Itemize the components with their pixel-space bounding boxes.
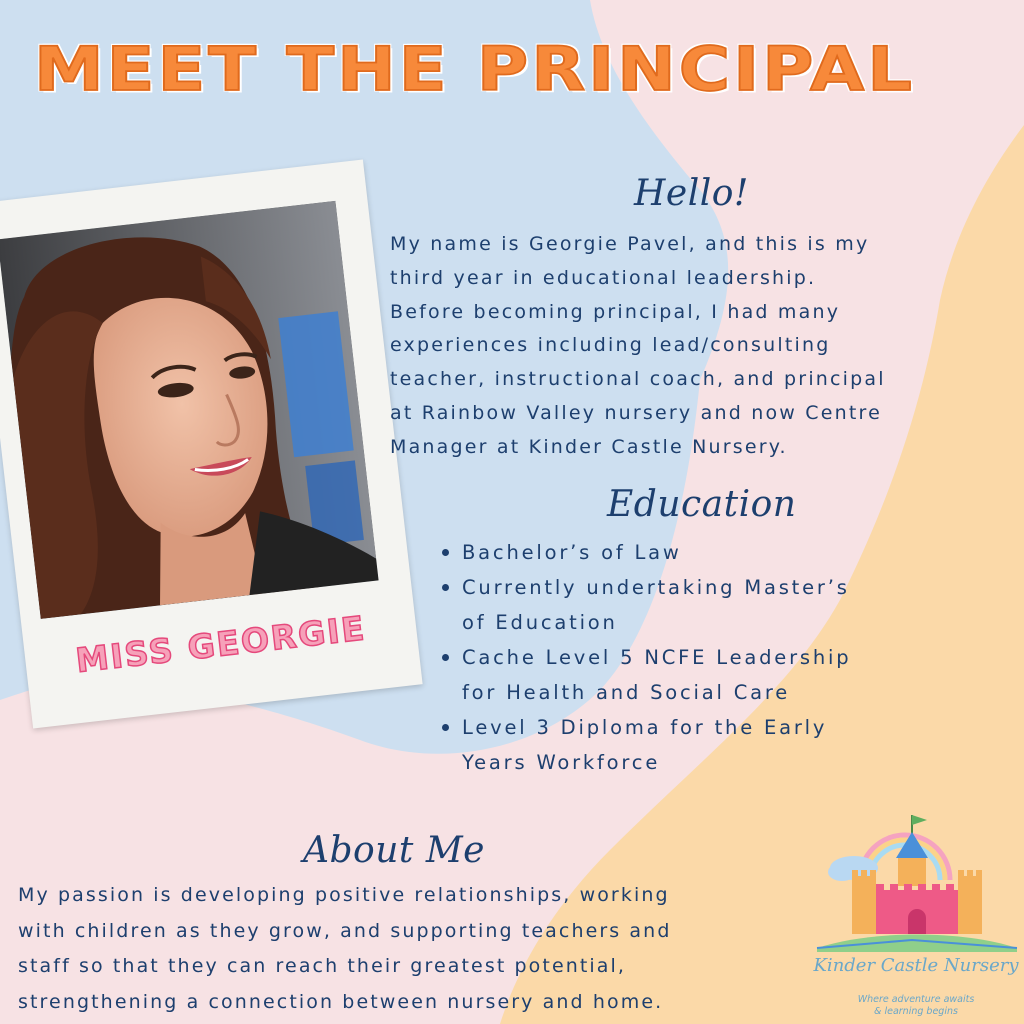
text-line: staff so that they can reach their greatest potential, [18, 955, 627, 977]
education-item-line: of Education [462, 611, 618, 634]
education-item [440, 535, 851, 570]
education-heading: Education [607, 484, 797, 525]
education-item-line: Bachelor’s of Law [462, 541, 682, 564]
text-line: at Rainbow Valley nursery and now Centre [390, 401, 882, 424]
logo-tagline-2: & learning begins [874, 1006, 958, 1017]
logo-name: Kinder Castle Nursery [813, 955, 1019, 976]
hello-paragraph [390, 228, 886, 465]
education-item-line: for Health and Social Care [462, 681, 791, 704]
text-line: My name is Georgie Pavel, and this is my [390, 233, 870, 255]
hello-heading: Hello! [634, 173, 749, 214]
logo-tagline-1: Where adventure awaits [857, 994, 975, 1005]
education-list [440, 535, 851, 780]
text-line: Before becoming principal, I had many [390, 300, 841, 323]
education-item-line: Currently undertaking Master’s [462, 576, 850, 599]
principal-photo [0, 201, 379, 619]
text-line: third year in educational leadership. [390, 266, 817, 289]
text-line: teacher, instructional coach, and principal [390, 368, 886, 391]
about-heading: About Me [303, 830, 485, 871]
text-line: Manager at Kinder Castle Nursery. [390, 435, 788, 458]
photo-caption: MISS GEORGIE [73, 608, 368, 681]
text-line: My passion is developing positive relationships, working [18, 884, 670, 906]
education-item-line: Level 3 Diploma for the Early [462, 716, 828, 739]
education-item-line: Cache Level 5 NCFE Leadership [462, 646, 852, 669]
education-item-line: Years Workforce [462, 751, 661, 774]
education-item [440, 710, 851, 780]
castle-rainbow-logo-icon [812, 810, 1020, 1020]
text-line: experiences including lead/consulting [390, 334, 831, 357]
education-item [440, 640, 851, 710]
about-paragraph [18, 878, 671, 1020]
text-line: strengthening a connection between nursery and home. [18, 990, 664, 1013]
text-line: with children as they grow, and supporting teachers and [18, 919, 672, 942]
education-item [440, 570, 851, 640]
polaroid-frame [0, 160, 423, 729]
page-title: MEET THE PRINCIPAL [34, 34, 915, 105]
